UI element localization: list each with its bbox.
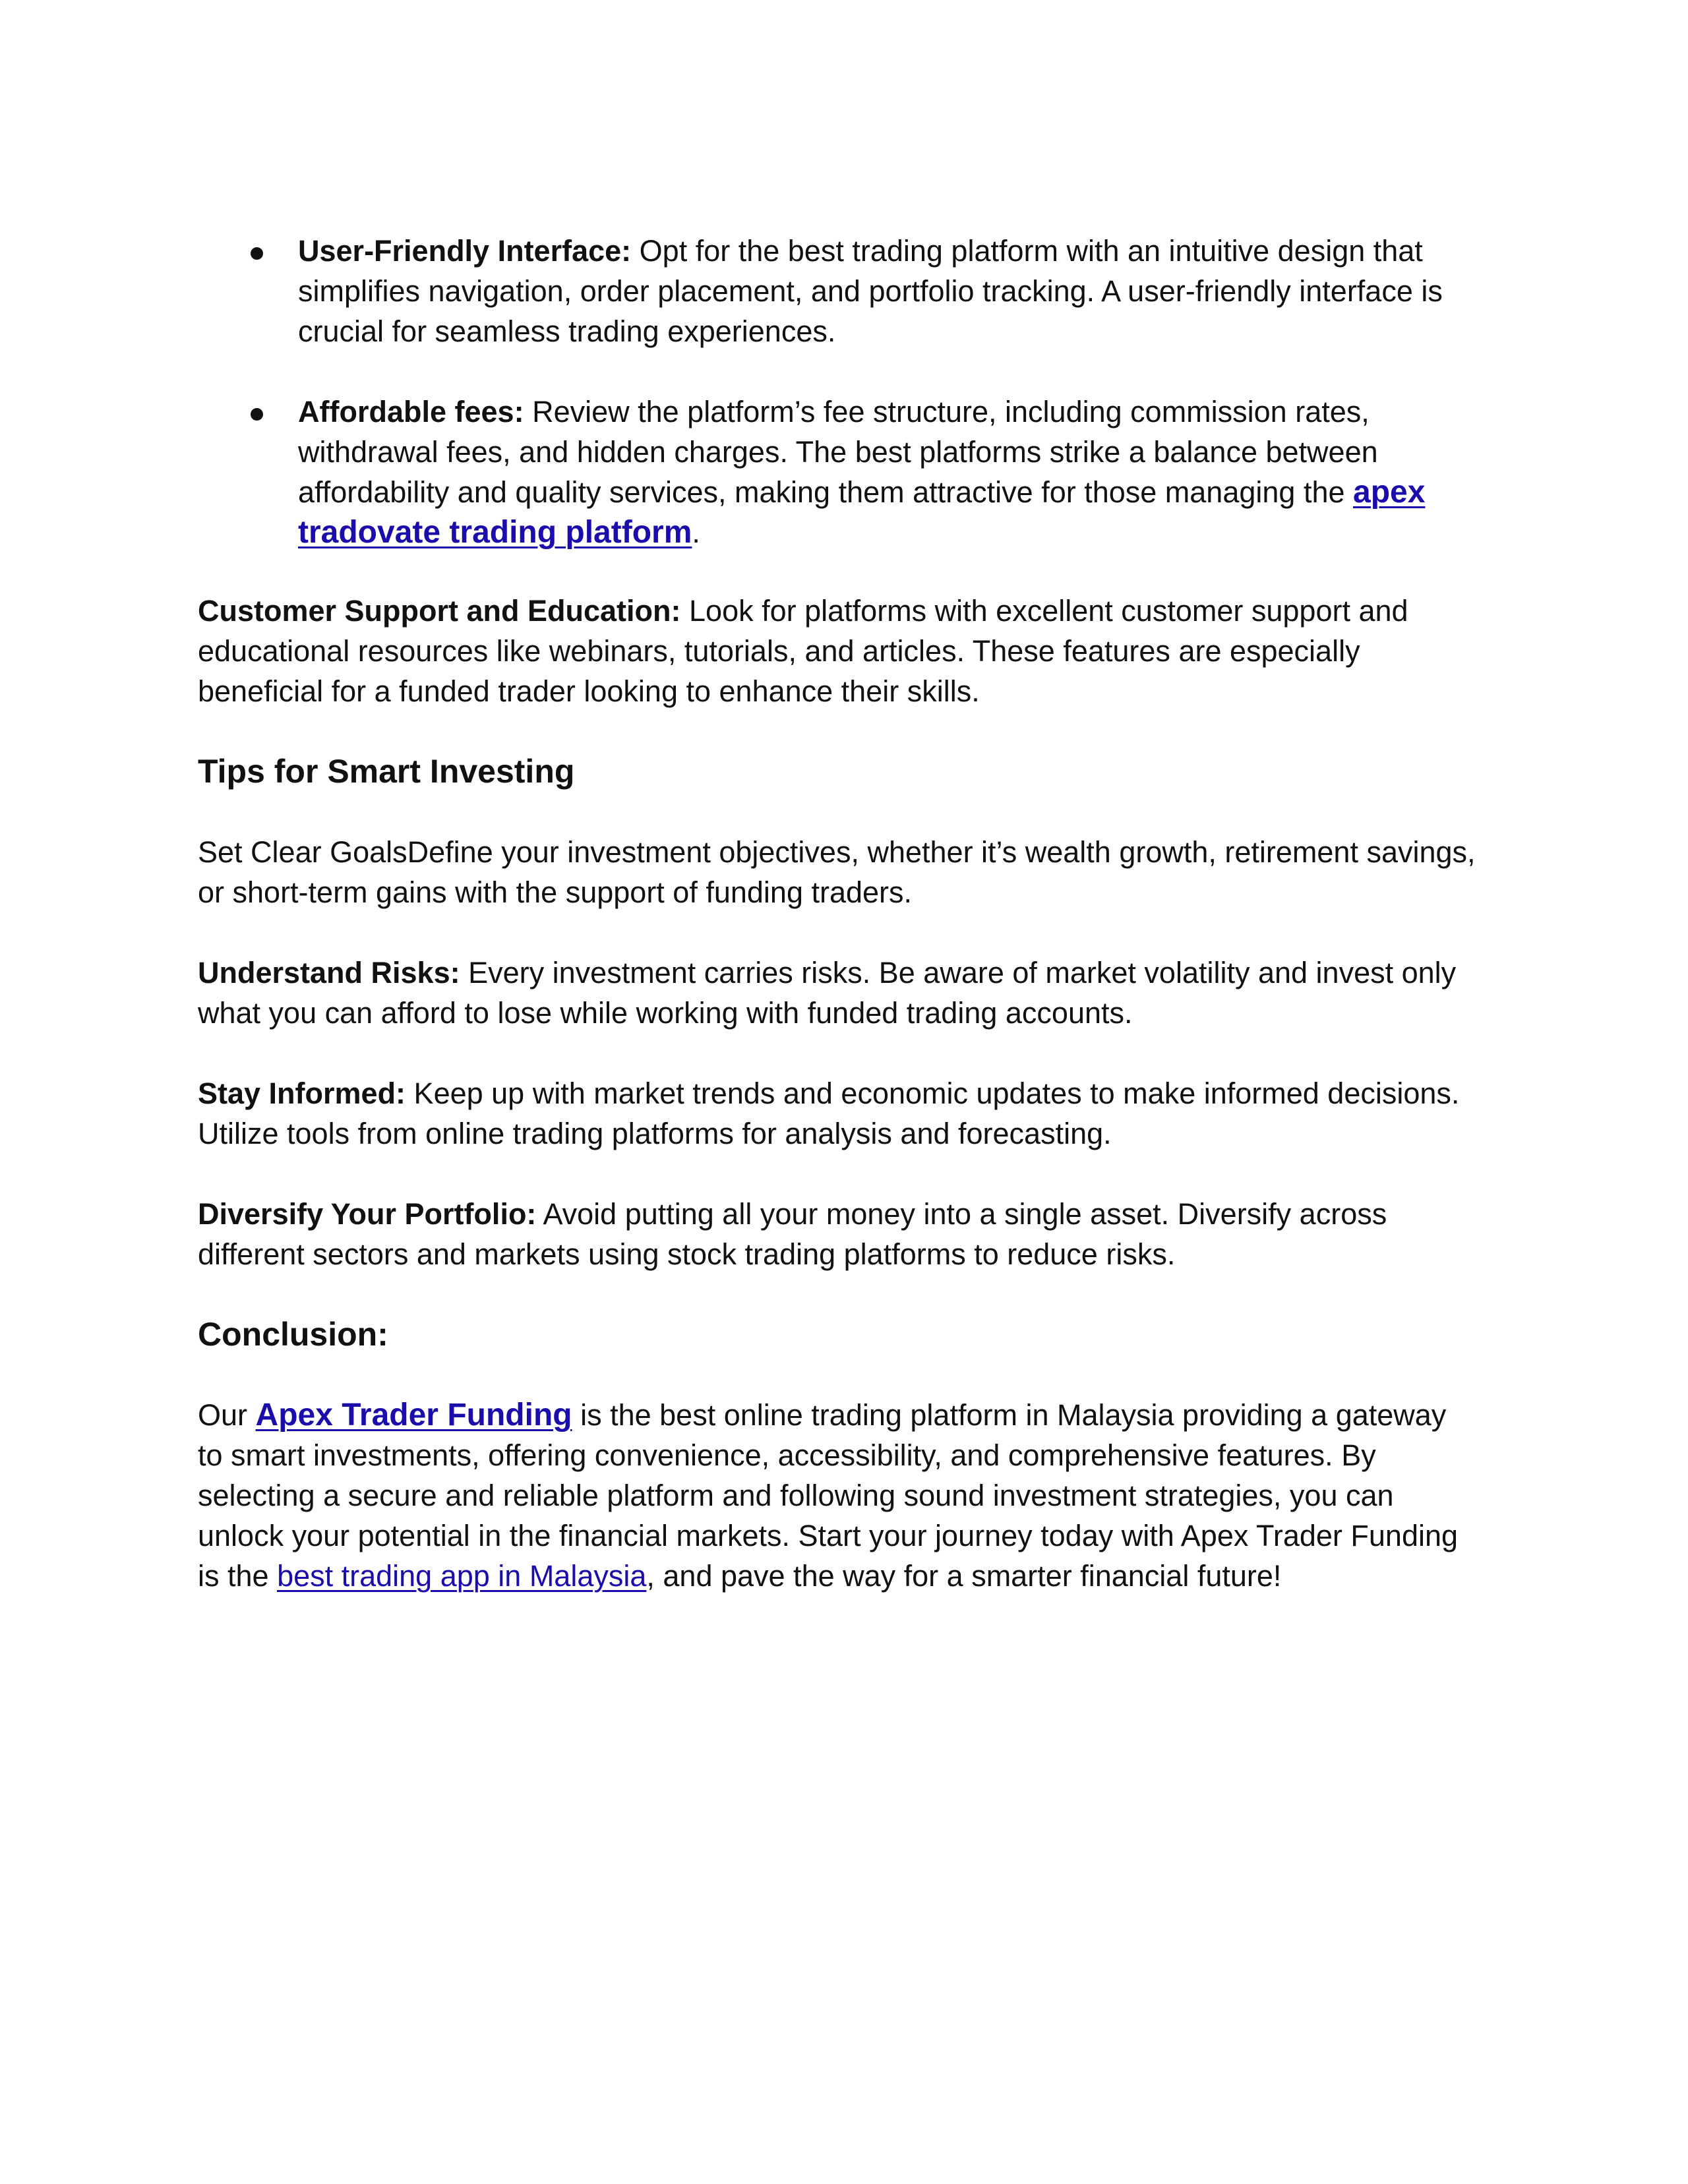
tips-heading: Tips for Smart Investing [198,753,575,790]
conclusion-text-middle: is the best online trading platform in Malaysia providing a gateway to smart investments, offering convenience, accessibility, and comprehensive features. By selecting a secure and reliable platform and following sound investment strategies, you can unlock your potential in the financial markets. Start your journey today with Apex Trader Funding is the [198,1398,1459,1593]
conclusion-heading: Conclusion: [198,1316,388,1353]
diversify-portfolio-paragraph [198,1194,1477,1274]
conclusion-text-end: , and pave the way for a smarter financial future! [646,1559,1282,1593]
bullet-text-end: . [692,516,700,549]
paragraph-text: Avoid putting all your money into a single asset. Diversify across different sectors and markets using stock trading platforms to reduce risks. [198,1197,1387,1271]
set-clear-goals-paragraph: Set Clear GoalsDefine your investment objectives, whether it’s wealth growth, retirement savings, or short-term gains with the support of funding traders. [198,835,1476,909]
apex-trader-funding-link[interactable]: Apex Trader Funding [255,1398,572,1432]
paragraph-label: Understand Risks: [198,956,460,989]
document-body [198,231,1477,1636]
apex-tradovate-link[interactable]: apex tradovate trading platform [298,475,1426,550]
bullet-affordable-fees [198,392,1477,552]
bullet-text: Review the platform’s fee structure, including commission rates, withdrawal fees, and hidden charges. The best platforms strike a balance between affordability and quality services, making them attractive for those managing the [298,395,1378,509]
bullet-text: Opt for the best trading platform with an intuitive design that simplifies navigation, order placement, and portfolio tracking. A user-friendly interface is crucial for seamless trading experiences. [298,234,1443,348]
bullet-label: User-Friendly Interface: [298,234,632,268]
paragraph-text: Look for platforms with excellent customer support and educational resources like webinars, tutorials, and articles. These features are especially beneficial for a funded trader looking to enhance their skills. [198,594,1408,708]
understand-risks-paragraph [198,953,1477,1033]
paragraph-text: Every investment carries risks. Be aware of market volatility and invest only what you can afford to lose while working with funded trading accounts. [198,956,1457,1030]
paragraph-label: Diversify Your Portfolio: [198,1197,537,1231]
bullet-label: Affordable fees: [298,395,524,428]
paragraph-label: Customer Support and Education: [198,594,681,628]
paragraph-label: Stay Informed: [198,1077,406,1110]
conclusion-paragraph [198,1395,1477,1596]
paragraph-text: Keep up with market trends and economic updates to make informed decisions. Utilize tools from online trading platforms for analysis and forecasting. [198,1077,1460,1150]
bullet-dot-icon [251,247,263,260]
best-trading-app-link[interactable]: best trading app in Malaysia [277,1559,647,1593]
bullet-dot-icon [251,408,263,421]
conclusion-text-start: Our [198,1398,256,1432]
customer-support-paragraph [198,591,1477,711]
bullet-user-friendly-interface [198,231,1477,351]
feature-bullet-list [198,231,1477,552]
stay-informed-paragraph [198,1073,1477,1154]
